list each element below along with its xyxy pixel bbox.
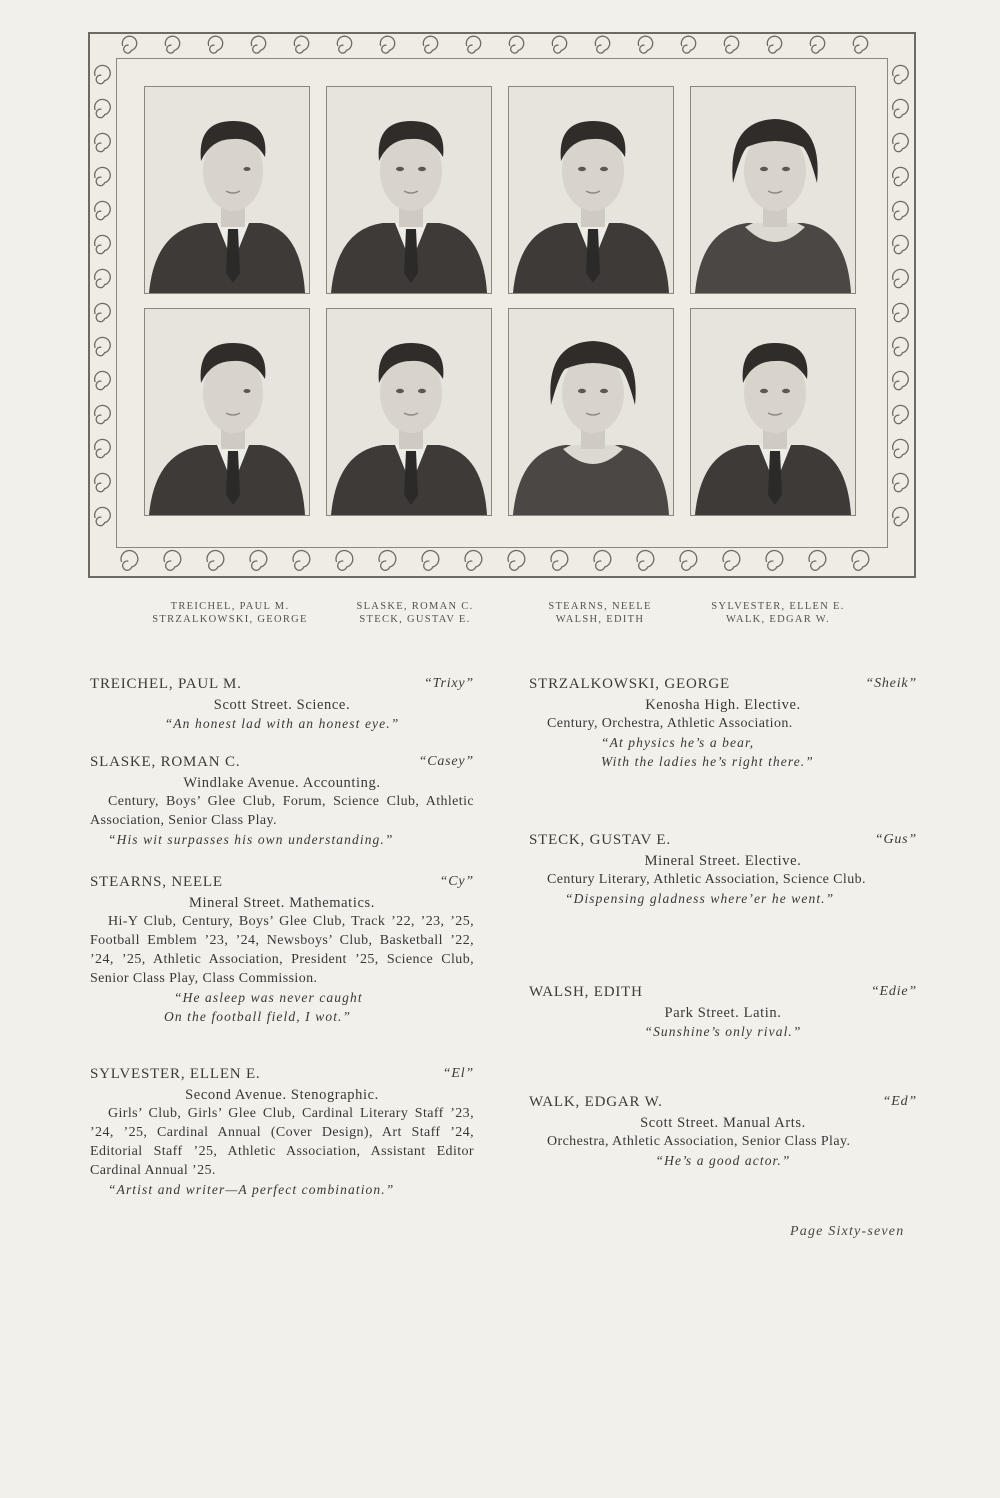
student-quote — [90, 988, 474, 1026]
student-nickname: “Edie” — [870, 984, 917, 999]
bio-entry-slaske — [90, 754, 474, 849]
caption-bottom: STRZALKOWSKI, GEORGE — [152, 614, 308, 625]
photo-captions — [0, 600, 1000, 630]
portrait-photo-2 — [326, 86, 492, 294]
caption-bottom: WALSH, EDITH — [555, 614, 645, 625]
student-quote: “Dispensing gladness where’er he went.” — [565, 891, 835, 906]
caption-top: SYLVESTER, ELLEN E. — [711, 601, 845, 612]
bio-entry-stearns — [90, 874, 474, 1026]
student-quote: “He’s a good actor.” — [655, 1153, 791, 1168]
caption-top: SLASKE, ROMAN C. — [356, 601, 474, 612]
student-name: STEARNS, NEELE — [90, 874, 223, 890]
bio-entry-treichel — [90, 676, 474, 733]
student-nickname: “El” — [442, 1066, 474, 1081]
caption-top: STEARNS, NEELE — [548, 601, 652, 612]
photo-frame — [88, 32, 916, 578]
student-name: SLASKE, ROMAN C. — [90, 754, 241, 770]
ornament-left — [90, 58, 116, 548]
student-name: SYLVESTER, ELLEN E. — [90, 1066, 261, 1082]
student-address: Scott Street. Manual Arts. — [640, 1115, 806, 1131]
bio-entry-steck — [529, 832, 917, 908]
student-nickname: “Cy” — [439, 874, 474, 889]
student-address: Kenosha High. Elective. — [645, 697, 801, 713]
quote-line: “At physics he’s a bear, — [601, 735, 755, 750]
bio-header — [90, 1066, 474, 1086]
quote-line: “He asleep was never caught — [174, 990, 363, 1005]
student-activities: Orchestra, Athletic Association, Senior Class Play. — [547, 1134, 851, 1149]
bio-header — [90, 874, 474, 894]
bio-header — [529, 984, 917, 1004]
student-address: Mineral Street. Mathematics. — [189, 895, 375, 911]
student-name: STECK, GUSTAV E. — [529, 832, 671, 848]
student-nickname: “Casey” — [418, 754, 474, 769]
bio-header — [529, 676, 917, 696]
caption-column-3 — [510, 600, 690, 626]
student-nickname: “Gus” — [874, 832, 917, 847]
bio-entry-strzalkowski — [529, 676, 917, 771]
student-address: Windlake Avenue. Accounting. — [183, 775, 381, 791]
student-address: Park Street. Latin. — [664, 1005, 782, 1021]
caption-bottom: STECK, GUSTAV E. — [359, 614, 471, 625]
ornament-right — [888, 58, 914, 548]
portrait-photo-1 — [144, 86, 310, 294]
student-quote: “His wit surpasses his own understanding.” — [108, 832, 394, 847]
student-activities: Girls’ Club, Girls’ Glee Club, Cardinal Literary Staff ’23, ’24, ’25, Cardinal Annual (Cover Design), Art Staff ’24, Editorial Staff ’25, Athletic Association, Assistant Editor Cardinal Annual ’25. — [90, 1106, 474, 1178]
bio-entry-walsh — [529, 984, 917, 1041]
bio-header — [529, 832, 917, 852]
student-activities: Century, Orchestra, Athletic Association. — [547, 716, 793, 731]
student-activities: Century Literary, Athletic Association, Science Club. — [547, 872, 866, 887]
student-activities: Century, Boys’ Glee Club, Forum, Science Club, Athletic Association, Senior Class Play. — [90, 794, 474, 828]
portrait-photo-8 — [690, 308, 856, 516]
ornament-top — [90, 34, 914, 58]
student-quote: “An honest lad with an honest eye.” — [164, 716, 400, 731]
student-quote: “Artist and writer—A perfect combination.” — [108, 1182, 395, 1197]
portrait-photo-4 — [690, 86, 856, 294]
caption-bottom: WALK, EDGAR W. — [726, 614, 830, 625]
bio-header — [90, 676, 474, 696]
caption-column-2 — [325, 600, 505, 626]
student-name: WALSH, EDITH — [529, 984, 643, 1000]
portrait-photo-6 — [326, 308, 492, 516]
bio-entry-walk — [529, 1094, 917, 1170]
student-quote — [529, 733, 917, 771]
student-nickname: “Trixy” — [424, 676, 474, 691]
portrait-photo-3 — [508, 86, 674, 294]
student-name: STRZALKOWSKI, GEORGE — [529, 676, 730, 692]
bio-header — [529, 1094, 917, 1114]
quote-line: With the ladies he’s right there.” — [601, 754, 814, 769]
student-address: Scott Street. Science. — [213, 697, 351, 713]
bio-entry-sylvester — [90, 1066, 474, 1199]
quote-line: On the football field, I wot.” — [164, 1009, 352, 1024]
student-quote: “Sunshine’s only rival.” — [644, 1024, 802, 1039]
page-number: Page Sixty-seven — [790, 1224, 905, 1239]
student-name: TREICHEL, PAUL M. — [90, 676, 242, 692]
caption-top: TREICHEL, PAUL M. — [170, 601, 290, 612]
portrait-photo-7 — [508, 308, 674, 516]
portrait-photo-5 — [144, 308, 310, 516]
student-address: Second Avenue. Stenographic. — [185, 1087, 379, 1103]
caption-column-1 — [140, 600, 320, 626]
student-address: Mineral Street. Elective. — [644, 853, 802, 869]
ornament-bottom — [90, 548, 914, 576]
student-name: WALK, EDGAR W. — [529, 1094, 663, 1110]
student-nickname: “Sheik” — [865, 676, 917, 691]
bio-header — [90, 754, 474, 774]
student-activities: Hi-Y Club, Century, Boys’ Glee Club, Track ’22, ’23, ’25, Football Emblem ’23, ’24, Newsboys’ Club, Basketball ’22, ’24, ’25, Athletic Association, President ’25, Science Club, Senior Class Play, Class Commission. — [90, 914, 474, 986]
caption-column-4 — [688, 600, 868, 626]
student-nickname: “Ed” — [882, 1094, 917, 1109]
